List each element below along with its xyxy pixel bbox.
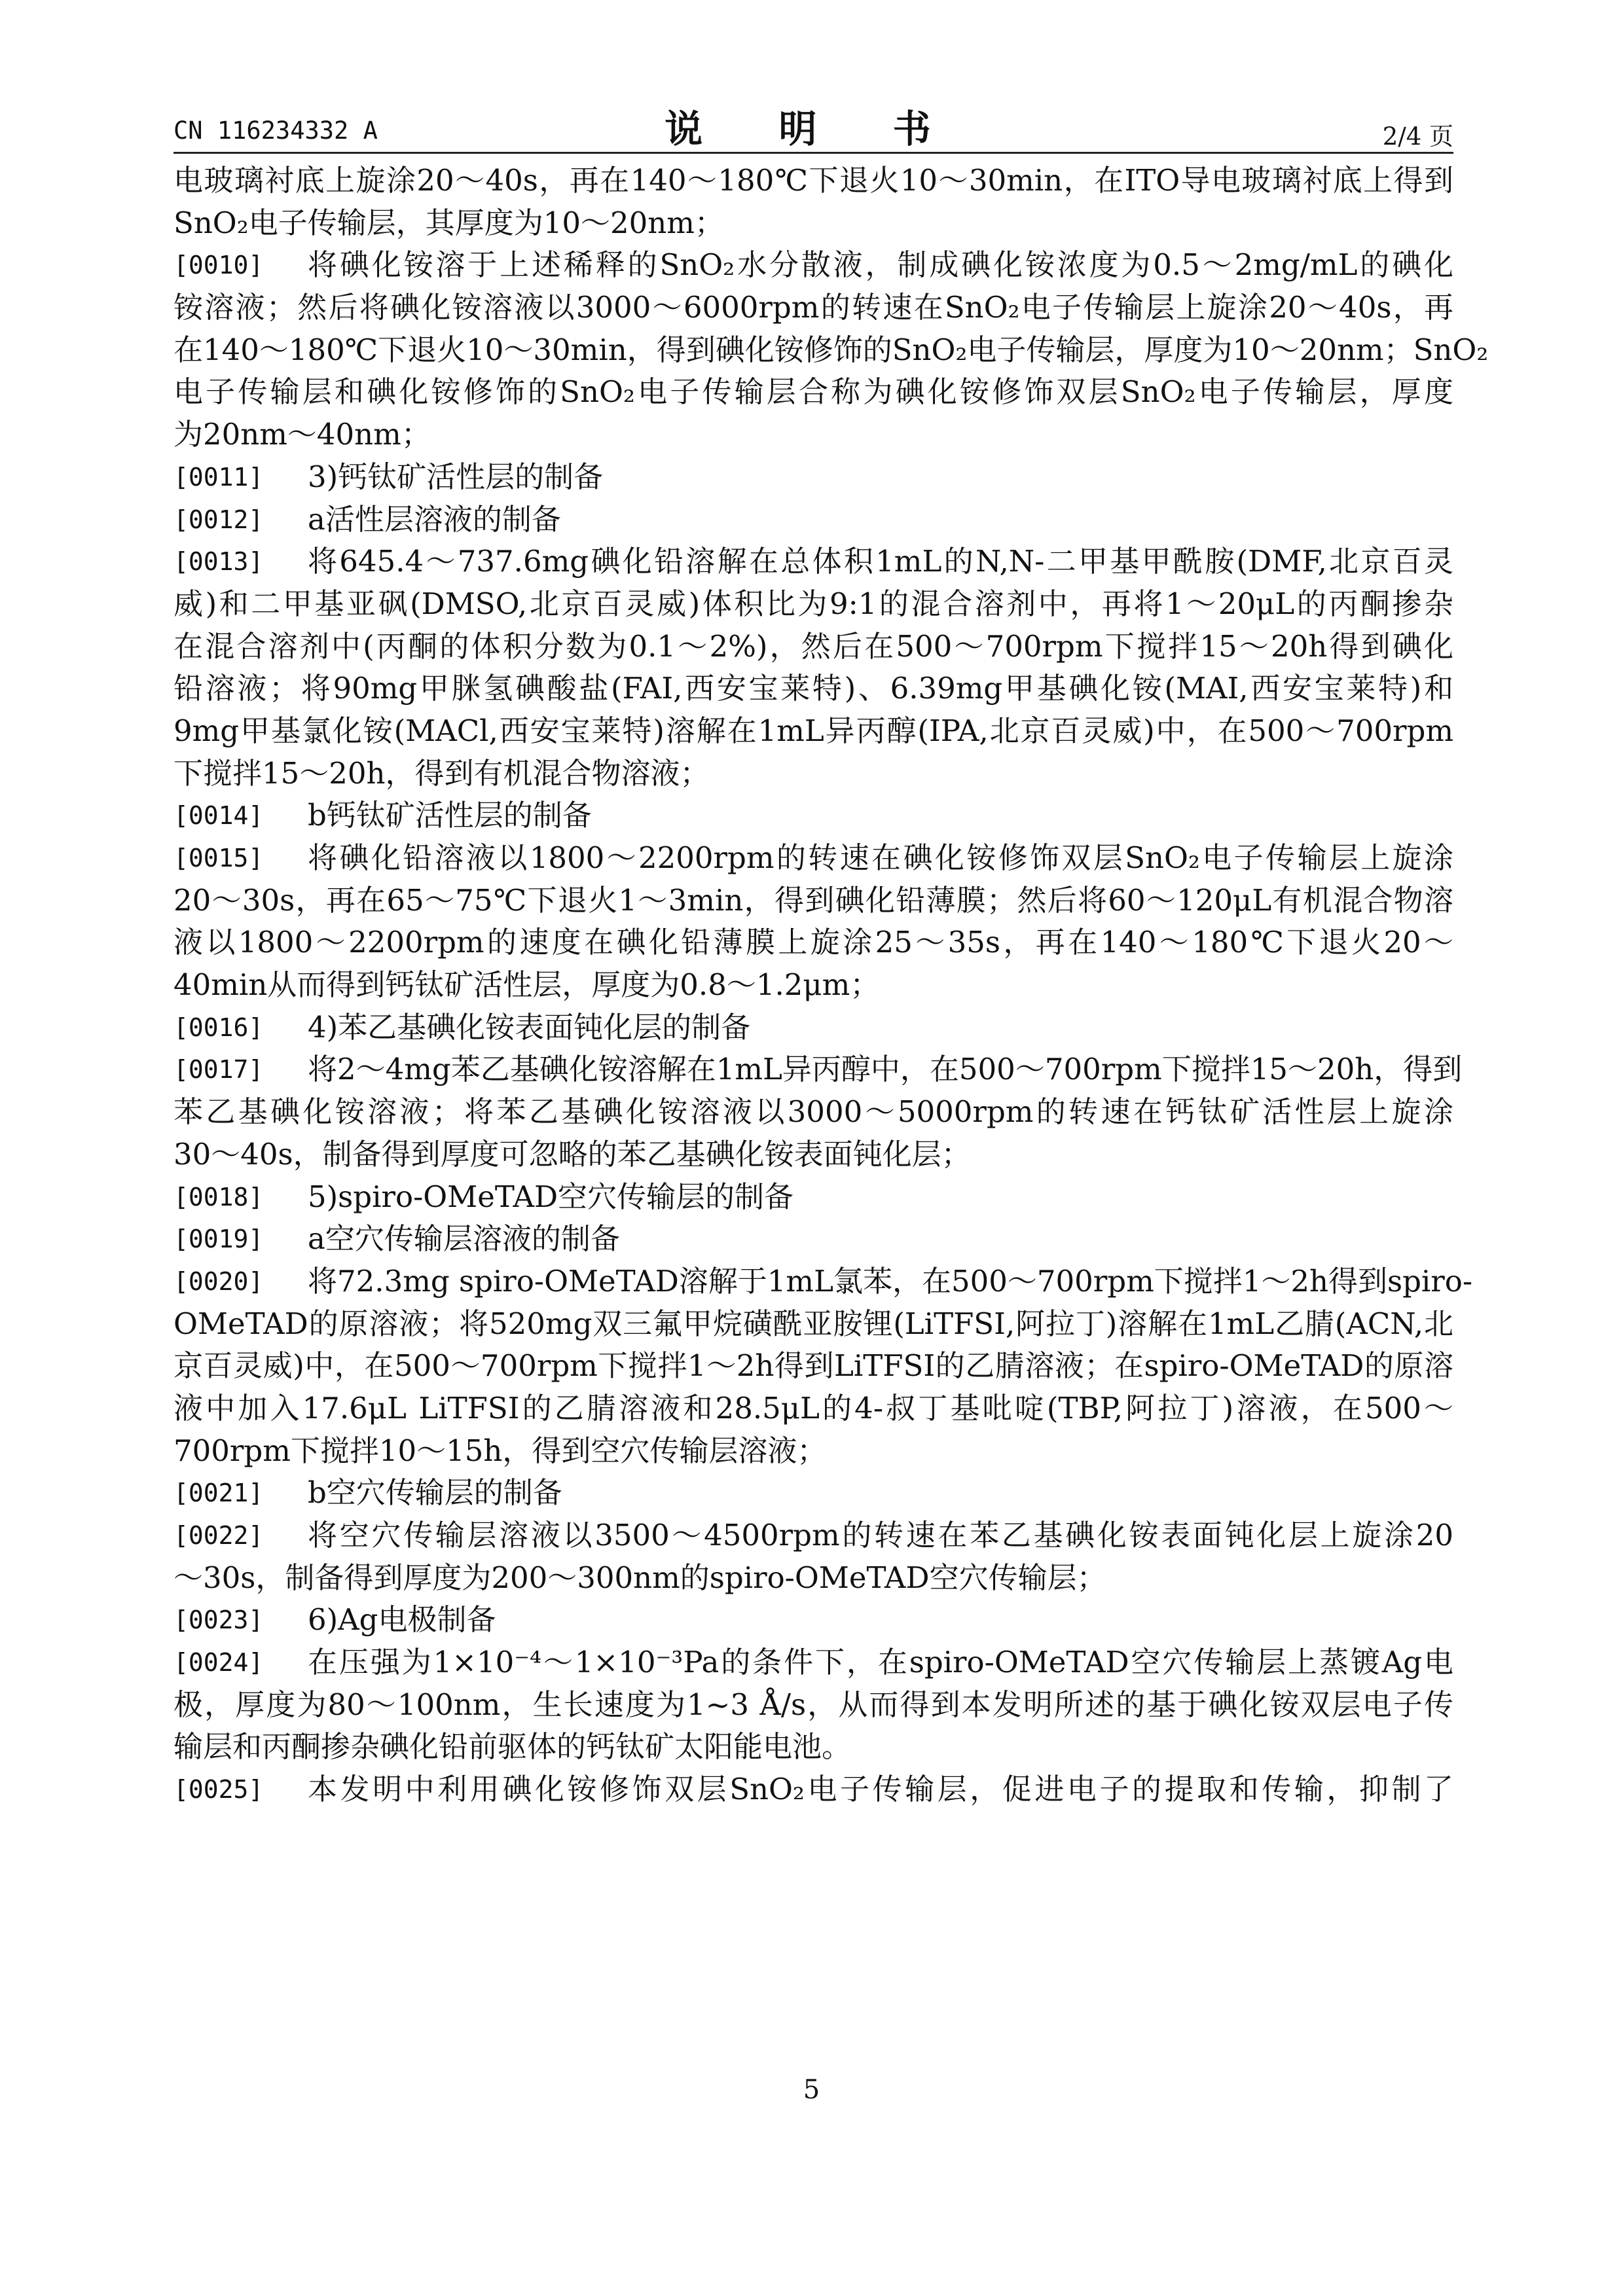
line-text: 5)spiro-OMeTAD空穴传输层的制备 — [308, 1179, 794, 1214]
text-line — [173, 541, 1453, 583]
paragraph-number: [0021] — [173, 1479, 264, 1508]
text-line — [173, 837, 1453, 880]
document-title: 说 明 书 — [665, 107, 962, 151]
page-number: 5 — [803, 2075, 820, 2105]
text-line — [173, 795, 1453, 837]
text-line — [173, 202, 1453, 245]
text-line — [173, 1091, 1453, 1134]
line-text: 输层和丙酮掺杂碘化铅前驱体的钙钛矿太阳能电池。 — [173, 1729, 852, 1765]
document-number: CN 116234332 A — [173, 117, 378, 145]
page-indicator: 2/4 页 — [1382, 122, 1453, 151]
line-text: 20～30s，再在65～75℃下退火1～3min，得到碘化铅薄膜；然后将60～120μL有机混合物溶 — [173, 882, 1453, 918]
line-text: a空穴传输层溶液的制备 — [308, 1221, 620, 1257]
text-line — [173, 583, 1453, 626]
line-text: 在压强为1×10⁻⁴～1×10⁻³Pa的条件下，在spiro-OMeTAD空穴传输层上蒸镀Ag电 — [308, 1645, 1453, 1680]
text-line — [173, 1641, 1453, 1684]
text-line — [173, 964, 1453, 1007]
text-line — [173, 1684, 1453, 1727]
text-line — [173, 1303, 1453, 1346]
paragraph-number: [0016] — [173, 1013, 264, 1042]
text-line — [173, 1388, 1453, 1430]
line-text: 6)Ag电极制备 — [308, 1602, 496, 1638]
line-text: 铵溶液；然后将碘化铵溶液以3000～6000rpm的转速在SnO₂电子传输层上旋涂20～40s，再 — [173, 290, 1453, 325]
paragraph-number: [0023] — [173, 1605, 264, 1635]
text-line — [173, 1049, 1463, 1091]
text-line — [173, 1430, 1453, 1473]
line-text: 电玻璃衬底上旋涂20～40s，再在140～180℃下退火10～30min，在ITO导电玻璃衬底上得到 — [173, 163, 1453, 198]
text-line — [173, 244, 1453, 287]
line-text: b钙钛矿活性层的制备 — [308, 798, 592, 833]
line-text: 威)和二甲基亚砜(DMSO,北京百灵威)体积比为9:1的混合溶剂中，再将1～20μL的丙酮掺杂 — [173, 586, 1453, 621]
text-line — [173, 329, 1489, 372]
line-text: a活性层溶液的制备 — [308, 501, 561, 537]
paragraph-number: [0012] — [173, 505, 264, 534]
paragraph-number: [0010] — [173, 251, 264, 280]
paragraph-number: [0019] — [173, 1225, 264, 1254]
line-text: 在140～180℃下退火10～30min，得到碘化铵修饰的SnO₂电子传输层，厚度为10～20nm；SnO₂ — [173, 332, 1489, 367]
paragraph-number: [0020] — [173, 1266, 264, 1296]
text-line — [173, 456, 1453, 499]
line-text: 30～40s，制备得到厚度可忽略的苯乙基碘化铵表面钝化层； — [173, 1136, 971, 1172]
line-text: 液以1800～2200rpm的速度在碘化铅薄膜上旋涂25～35s，再在140～180℃下退火20～ — [173, 925, 1453, 960]
line-text: 下搅拌15～20h，得到有机混合物溶液； — [173, 755, 710, 791]
line-text: 将72.3mg spiro-OMeTAD溶解于1mL氯苯，在500～700rpm下搅拌1～2h得到spiro- — [308, 1263, 1473, 1299]
text-line — [173, 1261, 1473, 1303]
text-line — [173, 1557, 1453, 1600]
line-text: 40min从而得到钙钛矿活性层，厚度为0.8～1.2μm； — [173, 967, 880, 1003]
line-text: 苯乙基碘化铵溶液；将苯乙基碘化铵溶液以3000～5000rpm的转速在钙钛矿活性层上旋涂 — [173, 1094, 1453, 1130]
text-line — [173, 1515, 1453, 1557]
text-line — [173, 626, 1453, 668]
line-text: OMeTAD的原溶液；将520mg双三氟甲烷磺酰亚胺锂(LiTFSI,阿拉丁)溶解在1mL乙腈(ACN,北 — [173, 1306, 1453, 1341]
line-text: 铅溶液；将90mg甲脒氢碘酸盐(FAI,西安宝莱特)、6.39mg甲基碘化铵(MAI,西安宝莱特)和 — [173, 671, 1453, 706]
line-text: 为20nm～40nm； — [173, 417, 431, 452]
text-line — [173, 880, 1453, 922]
line-text: 将空穴传输层溶液以3500～4500rpm的转速在苯乙基碘化铵表面钝化层上旋涂20 — [308, 1518, 1453, 1552]
paragraph-number: [0024] — [173, 1648, 264, 1677]
line-text: 4)苯乙基碘化铵表面钝化层的制备 — [308, 1009, 751, 1045]
text-line — [173, 1218, 1453, 1261]
paragraph-number: [0015] — [173, 844, 264, 872]
line-text: 将2～4mg苯乙基碘化铵溶解在1mL异丙醇中，在500～700rpm下搅拌15～20h，得到 — [308, 1052, 1463, 1087]
paragraph-number: [0014] — [173, 801, 264, 831]
text-line — [173, 922, 1453, 964]
document-body — [173, 160, 1489, 1811]
text-line — [173, 1176, 1453, 1219]
line-text: 将碘化铅溶液以1800～2200rpm的转速在碘化铵修饰双层SnO₂电子传输层上旋涂 — [308, 840, 1453, 875]
text-line — [173, 668, 1453, 710]
text-line — [173, 710, 1453, 753]
line-text: 电子传输层和碘化铵修饰的SnO₂电子传输层合称为碘化铵修饰双层SnO₂电子传输层，厚度 — [173, 374, 1453, 410]
text-line — [173, 753, 1453, 795]
text-line — [173, 287, 1453, 329]
paragraph-number: [0022] — [173, 1521, 264, 1550]
text-line — [173, 1007, 1453, 1049]
text-line — [173, 371, 1453, 414]
paragraph-number: [0017] — [173, 1055, 264, 1085]
line-text: 在混合溶剂中(丙酮的体积分数为0.1～2%)，然后在500～700rpm下搅拌15～20h得到碘化 — [173, 628, 1453, 664]
line-text: SnO₂电子传输层，其厚度为10～20nm； — [173, 205, 724, 240]
text-line — [173, 1472, 1453, 1515]
text-line — [173, 1599, 1453, 1641]
paragraph-number: [0025] — [173, 1775, 264, 1804]
page-header — [173, 98, 1453, 151]
paragraph-number: [0013] — [173, 547, 264, 577]
text-line — [173, 1134, 1453, 1176]
line-text: 将碘化铵溶于上述稀释的SnO₂水分散液，制成碘化铵浓度为0.5～2mg/mL的碘化 — [308, 247, 1453, 283]
line-text: ～30s，制备得到厚度为200～300nm的spiro-OMeTAD空穴传输层； — [173, 1560, 1106, 1595]
paragraph-number: [0011] — [173, 462, 264, 492]
header-rule — [173, 152, 1453, 154]
text-line — [173, 1726, 1453, 1768]
paragraph-number: [0018] — [173, 1182, 264, 1211]
text-line — [173, 499, 1453, 541]
text-line — [173, 160, 1453, 202]
line-text: 极，厚度为80～100nm，生长速度为1~3 Å/s，从而得到本发明所述的基于碘化铵双层电子传 — [173, 1687, 1453, 1722]
line-text: b空穴传输层的制备 — [308, 1475, 562, 1511]
line-text: 液中加入17.6μL LiTFSI的乙腈溶液和28.5μL的4-叔丁基吡啶(TBP,阿拉丁)溶液，在500～ — [173, 1390, 1453, 1426]
line-text: 本发明中利用碘化铵修饰双层SnO₂电子传输层，促进电子的提取和传输，抑制了 — [308, 1772, 1453, 1807]
line-text: 京百灵威)中，在500～700rpm下搅拌1～2h得到LiTFSI的乙腈溶液；在spiro-OMeTAD的原溶 — [173, 1348, 1453, 1384]
text-line — [173, 414, 1453, 456]
line-text: 9mg甲基氯化铵(MACl,西安宝莱特)溶解在1mL异丙醇(IPA,北京百灵威)中，在500～700rpm — [173, 713, 1453, 748]
line-text: 3)钙钛矿活性层的制备 — [308, 459, 604, 494]
text-line — [173, 1345, 1453, 1388]
text-line — [173, 1768, 1453, 1811]
line-text: 700rpm下搅拌10～15h，得到空穴传输层溶液； — [173, 1433, 827, 1468]
line-text: 将645.4～737.6mg碘化铅溶解在总体积1mL的N,N-二甲基甲酰胺(DMF,北京百灵 — [308, 544, 1453, 579]
